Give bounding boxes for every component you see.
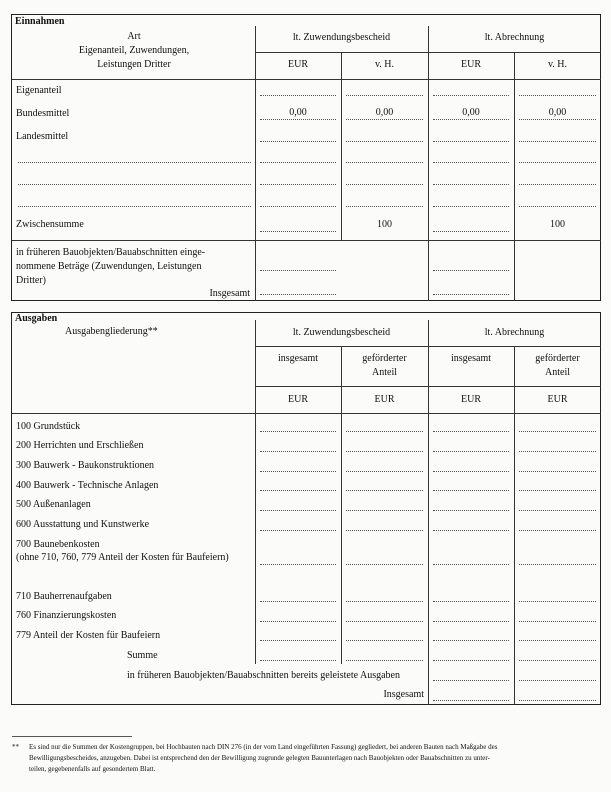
- entry-line[interactable]: [519, 471, 596, 472]
- abr-group-header: lt. Abrechnung: [484, 327, 545, 338]
- row-label: 700 Baunebenkosten: [16, 539, 100, 550]
- entry-line[interactable]: [18, 184, 251, 185]
- entry-line[interactable]: [260, 451, 336, 452]
- entry-line[interactable]: [433, 184, 509, 185]
- footnote-line: Es sind nur die Summen der Kostengruppen, bei Hochbauten nach DIN 276 (in der vom Land eingeführten Fassung) gegliedert, bei anderen Bauten nach Maßgabe des: [29, 743, 498, 751]
- row-label: 779 Anteil der Kosten für Baufeiern: [16, 630, 161, 641]
- entry-line[interactable]: [346, 141, 423, 142]
- entry-line[interactable]: [433, 530, 509, 531]
- entry-line[interactable]: [519, 680, 596, 681]
- insgesamt-label: Insgesamt: [209, 288, 250, 299]
- einnahmen-title: Einnahmen: [15, 16, 65, 27]
- col-gefoerdert-2: Anteil: [372, 367, 397, 378]
- entry-line[interactable]: [433, 231, 509, 232]
- entry-line[interactable]: [346, 490, 423, 491]
- row-label: 710 Bauherrenaufgaben: [16, 591, 112, 602]
- entry-line[interactable]: [433, 270, 509, 271]
- entry-line[interactable]: [519, 490, 596, 491]
- entry-line[interactable]: [519, 530, 596, 531]
- entry-line[interactable]: [519, 660, 596, 661]
- entry-line[interactable]: [260, 640, 336, 641]
- divider: [255, 386, 601, 387]
- bundesmittel-value[interactable]: 0,00: [375, 107, 394, 118]
- frueher-text: in früheren Bauobjekten/Bauabschnitten einge-: [16, 247, 206, 258]
- divider: [255, 52, 601, 53]
- ausgaben-table: [11, 312, 601, 705]
- entry-line[interactable]: [260, 431, 336, 432]
- row-label: (ohne 710, 760, 779 Anteil der Kosten für Baufeiern): [16, 552, 229, 563]
- entry-line[interactable]: [519, 510, 596, 511]
- entry-line[interactable]: [260, 471, 336, 472]
- entry-line[interactable]: [433, 621, 509, 622]
- entry-line[interactable]: [260, 270, 336, 271]
- col-gefoerdert-2: Anteil: [545, 367, 570, 378]
- divider: [341, 52, 342, 240]
- art-header-2: Eigenanteil, Zuwendungen,: [78, 45, 190, 56]
- entry-line[interactable]: [433, 294, 509, 295]
- divider: [514, 52, 515, 301]
- entry-line[interactable]: [433, 141, 509, 142]
- entry-line[interactable]: [260, 564, 336, 565]
- col-eur: EUR: [288, 394, 308, 405]
- entry-line[interactable]: [433, 510, 509, 511]
- ausgaben-title: Ausgaben: [15, 313, 58, 324]
- row-zwischensumme: Zwischensumme: [16, 219, 84, 230]
- col-gefoerdert-1: geförderter: [535, 353, 580, 364]
- entry-line[interactable]: [346, 530, 423, 531]
- footnote-line: teilen, gegebenenfalls auf gesondertem Blatt.: [29, 765, 156, 773]
- col-insgesamt: insgesamt: [278, 353, 318, 364]
- entry-line[interactable]: [260, 95, 336, 96]
- entry-line[interactable]: [519, 640, 596, 641]
- row-landesmittel: Landesmittel: [16, 131, 69, 142]
- entry-line[interactable]: [346, 640, 423, 641]
- row-label: 760 Finanzierungskosten: [16, 610, 117, 621]
- entry-line[interactable]: [433, 660, 509, 661]
- entry-line[interactable]: [346, 162, 423, 163]
- divider: [428, 320, 429, 705]
- row-label: 500 Außenanlagen: [16, 499, 91, 510]
- row-label: 400 Bauwerk - Technische Anlagen: [16, 480, 159, 491]
- row-label: 600 Ausstattung und Kunstwerke: [16, 519, 150, 530]
- zb-group-header: lt. Zuwendungsbescheid: [292, 32, 391, 43]
- frueher-text: nommene Beträge (Zuwendungen, Leistungen: [16, 261, 202, 272]
- entry-line[interactable]: [433, 119, 509, 120]
- bundesmittel-value[interactable]: 0,00: [289, 107, 307, 118]
- entry-line[interactable]: [260, 231, 336, 232]
- zwischensumme-value: 100: [550, 219, 565, 230]
- entry-line[interactable]: [433, 471, 509, 472]
- entry-line[interactable]: [433, 640, 509, 641]
- row-bundesmittel: Bundesmittel: [16, 108, 70, 119]
- entry-line[interactable]: [519, 431, 596, 432]
- bundesmittel-value[interactable]: 0,00: [548, 107, 567, 118]
- entry-line[interactable]: [18, 162, 251, 163]
- entry-line[interactable]: [260, 530, 336, 531]
- entry-line[interactable]: [433, 490, 509, 491]
- col-eur: EUR: [288, 59, 308, 70]
- entry-line[interactable]: [346, 601, 423, 602]
- row-label: 300 Bauwerk - Baukonstruktionen: [16, 460, 155, 471]
- zwischensumme-value: 100: [377, 219, 392, 230]
- entry-line[interactable]: [346, 184, 423, 185]
- row-label: 200 Herrichten und Erschließen: [16, 440, 144, 451]
- col-vh: v. H.: [374, 59, 395, 70]
- frueher-ausgaben-label: in früheren Bauobjekten/Bauabschnitten bereits geleistete Ausgaben: [127, 670, 400, 681]
- frueher-text: Dritter): [16, 275, 46, 286]
- entry-line[interactable]: [260, 660, 336, 661]
- entry-line[interactable]: [346, 119, 423, 120]
- entry-line[interactable]: [433, 564, 509, 565]
- entry-line[interactable]: [519, 162, 596, 163]
- entry-line[interactable]: [260, 621, 336, 622]
- footnote-rule: [12, 736, 132, 737]
- entry-line[interactable]: [346, 510, 423, 511]
- divider: [255, 346, 601, 347]
- entry-line[interactable]: [519, 564, 596, 565]
- row-label: 100 Grundstück: [16, 421, 81, 432]
- entry-line[interactable]: [260, 162, 336, 163]
- col-insgesamt: insgesamt: [451, 353, 491, 364]
- col-vh: v. H.: [547, 59, 568, 70]
- entry-line[interactable]: [519, 621, 596, 622]
- entry-line[interactable]: [346, 95, 423, 96]
- col-eur: EUR: [461, 394, 481, 405]
- entry-line[interactable]: [433, 451, 509, 452]
- abr-group-header: lt. Abrechnung: [484, 32, 545, 43]
- entry-line[interactable]: [433, 680, 509, 681]
- entry-line[interactable]: [260, 141, 336, 142]
- entry-line[interactable]: [260, 119, 336, 120]
- entry-line[interactable]: [260, 601, 336, 602]
- entry-line[interactable]: [346, 660, 423, 661]
- entry-line[interactable]: [260, 206, 336, 207]
- entry-line[interactable]: [519, 95, 596, 96]
- divider: [12, 413, 601, 414]
- entry-line[interactable]: [260, 294, 336, 295]
- footnote-line: Bewilligungsbescheides, anzugeben. Dabei ist entsprechend den der Bewilligung zugrunde gelegten Bauunterlagen nach Bauobjekten oder Bauabschnitten zu unter-: [29, 754, 490, 762]
- zb-group-header: lt. Zuwendungsbescheid: [292, 327, 391, 338]
- entry-line[interactable]: [260, 490, 336, 491]
- divider: [255, 320, 256, 664]
- col-eur: EUR: [374, 394, 395, 405]
- summe-label: Summe: [127, 650, 158, 661]
- entry-line[interactable]: [433, 206, 509, 207]
- entry-line[interactable]: [519, 700, 596, 701]
- insgesamt-label: Insgesamt: [383, 689, 424, 700]
- divider: [12, 79, 601, 80]
- entry-line[interactable]: [519, 451, 596, 452]
- entry-line[interactable]: [519, 601, 596, 602]
- entry-line[interactable]: [346, 451, 423, 452]
- art-header-1: Art: [127, 31, 141, 42]
- entry-line[interactable]: [346, 471, 423, 472]
- col-eur: EUR: [461, 59, 481, 70]
- entry-line[interactable]: [433, 162, 509, 163]
- entry-line[interactable]: [346, 621, 423, 622]
- entry-line[interactable]: [433, 601, 509, 602]
- entry-line[interactable]: [18, 206, 251, 207]
- art-header-3: Leistungen Dritter: [97, 59, 171, 70]
- entry-line[interactable]: [346, 564, 423, 565]
- entry-line[interactable]: [346, 206, 423, 207]
- entry-line[interactable]: [519, 206, 596, 207]
- entry-line[interactable]: [519, 184, 596, 185]
- entry-line[interactable]: [519, 119, 596, 120]
- entry-line[interactable]: [260, 184, 336, 185]
- divider: [12, 240, 601, 241]
- footnote-marker: **: [12, 743, 19, 751]
- entry-line[interactable]: [260, 510, 336, 511]
- bundesmittel-value[interactable]: 0,00: [462, 107, 480, 118]
- entry-line[interactable]: [433, 95, 509, 96]
- col-gefoerdert-1: geförderter: [362, 353, 407, 364]
- entry-line[interactable]: [433, 700, 509, 701]
- row-eigenanteil: Eigenanteil: [16, 85, 62, 96]
- entry-line[interactable]: [519, 141, 596, 142]
- col-eur: EUR: [547, 394, 568, 405]
- ausgabengliederung-header: Ausgabengliederung**: [65, 326, 158, 337]
- entry-line[interactable]: [346, 431, 423, 432]
- entry-line[interactable]: [433, 431, 509, 432]
